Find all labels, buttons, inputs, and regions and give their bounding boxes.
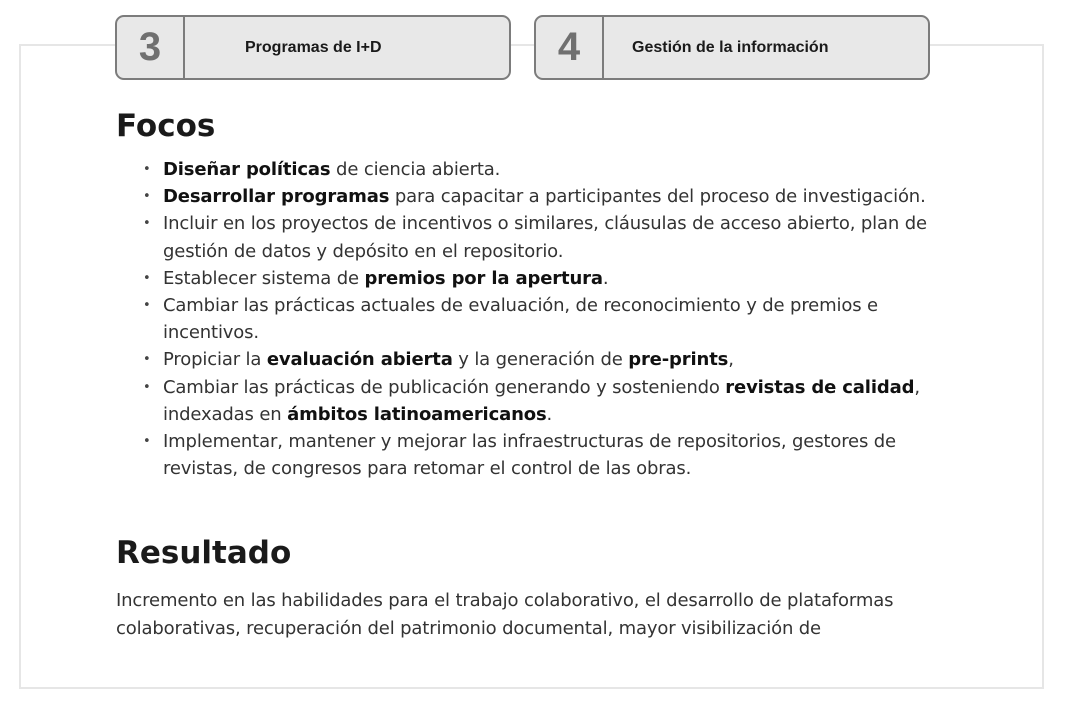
- tab-label: Programas de I+D: [245, 38, 382, 56]
- resultado-text: Incremento en las habilidades para el trabajo colaborativo, el desarrollo de plataformas colaborativas, recuperación del patrimonio documental, mayor visibilización de: [116, 590, 894, 640]
- bold-text: revistas de calidad: [725, 376, 915, 398]
- bold-text: ámbitos latinoamericanos: [287, 403, 547, 425]
- focos-list-item: [163, 183, 936, 210]
- bold-text: Desarrollar programas: [163, 186, 390, 208]
- text-segment: Implementar, mantener y mejorar las infraestructuras de repositorios, gestores de revistas, de congresos para retomar el control de las obras.: [163, 431, 896, 480]
- text-segment: de ciencia abierta.: [330, 159, 501, 180]
- focos-list: [116, 156, 936, 482]
- focos-list-item: [163, 292, 936, 346]
- text-segment: Propiciar la: [163, 349, 267, 371]
- focos-list-item: [163, 428, 936, 482]
- tab-number: 4: [536, 17, 604, 78]
- focos-list-item: [163, 346, 936, 373]
- text-segment: para capacitar a participantes del proceso de investigación.: [389, 186, 926, 208]
- tab-programas-id[interactable]: [115, 15, 511, 80]
- text-segment: Establecer sistema de: [163, 267, 365, 289]
- resultado-heading: Resultado: [116, 535, 292, 572]
- focos-list-item: [163, 265, 936, 292]
- bold-text: evaluación abierta: [266, 349, 453, 371]
- text-segment: .: [602, 267, 609, 289]
- main-content: [116, 104, 936, 643]
- tab-number: 3: [117, 17, 185, 78]
- text-segment: , indexadas en: [163, 376, 920, 425]
- focos-list-item: [163, 156, 936, 183]
- text-segment: y la generación de: [452, 349, 629, 371]
- focos-list-item: [163, 210, 936, 264]
- focos-heading: Focos: [116, 108, 216, 144]
- tab-gestion-informacion[interactable]: [534, 15, 930, 80]
- focos-list-item: [163, 374, 936, 428]
- text-segment: ,: [728, 349, 734, 371]
- bold-text: pre-prints: [628, 349, 729, 371]
- bold-text: Diseñar políticas: [163, 159, 331, 180]
- text-segment: Cambiar las prácticas actuales de evaluación, de reconocimiento y de premios e incentivos.: [163, 295, 878, 344]
- bold-text: premios por la apertura: [364, 267, 603, 289]
- text-segment: Cambiar las prácticas de publicación generando y sosteniendo: [163, 376, 726, 398]
- text-segment: Incluir en los proyectos de incentivos o similares, cláusulas de acceso abierto, plan de gestión de datos y depósito en el repositorio.: [163, 213, 927, 262]
- text-segment: .: [546, 403, 553, 425]
- tab-label: Gestión de la información: [632, 38, 829, 56]
